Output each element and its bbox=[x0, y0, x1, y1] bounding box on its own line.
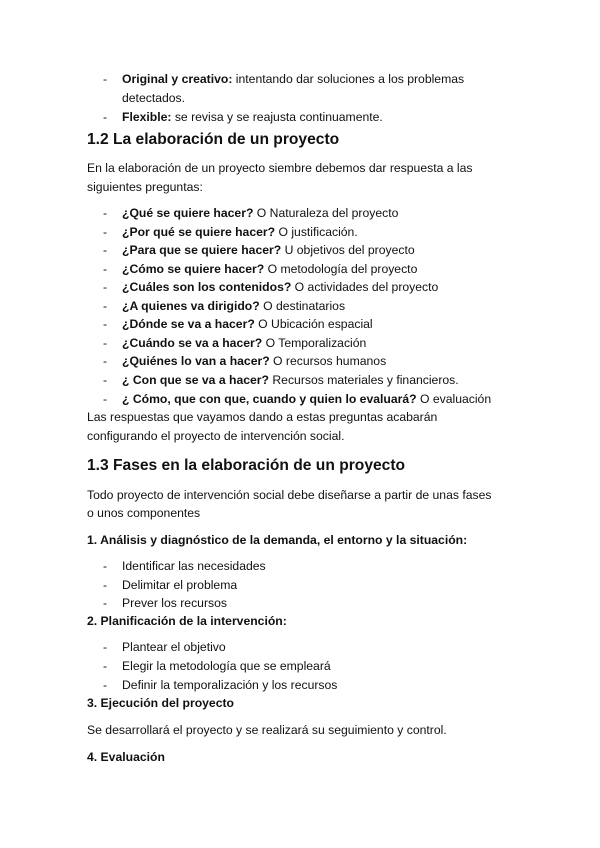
bullet-dash: - bbox=[103, 336, 108, 350]
section-heading: 1.3 Fases en la elaboración de un proyecto bbox=[87, 457, 406, 474]
phase-item-text: Identificar las necesidades bbox=[122, 559, 266, 573]
paragraph-line: En la elaboración de un proyecto siembre debemos dar respuesta a las bbox=[87, 161, 473, 175]
question-answer: O evaluación bbox=[416, 392, 492, 406]
phase-heading: 4. Evaluación bbox=[87, 750, 165, 764]
bullet-dash: - bbox=[103, 280, 108, 294]
bullet-dash: - bbox=[103, 640, 108, 654]
bullet-dash: - bbox=[103, 110, 108, 124]
question-answer: O actividades del proyecto bbox=[291, 280, 439, 294]
question-answer: U objetivos del proyecto bbox=[281, 243, 415, 257]
question-bold: ¿Cuándo se va a hacer? bbox=[122, 336, 263, 350]
bullet-dash: - bbox=[103, 262, 108, 276]
bullet-dash: - bbox=[103, 243, 108, 257]
question-bold: ¿Dónde se va a hacer? bbox=[122, 317, 255, 331]
bullet-dash: - bbox=[103, 678, 108, 692]
phase-item-text: Definir la temporalización y los recursos bbox=[122, 678, 338, 692]
phase-heading: 3. Ejecución del proyecto bbox=[87, 696, 234, 710]
question-bold: ¿Quiénes lo van a hacer? bbox=[122, 354, 270, 368]
question-bold: ¿Cómo se quiere hacer? bbox=[122, 262, 265, 276]
paragraph-line: configurando el proyecto de intervención social. bbox=[87, 429, 345, 443]
bullet-dash: - bbox=[103, 659, 108, 673]
bullet-dash: - bbox=[103, 559, 108, 573]
question-answer: O destinatarios bbox=[259, 299, 346, 313]
list-item-text: intentando dar soluciones a los problemas bbox=[232, 72, 465, 86]
paragraph-line: Las respuestas que vayamos dando a estas preguntas acabarán bbox=[87, 410, 438, 424]
phase-item-text: Prever los recursos bbox=[122, 596, 227, 610]
question-answer: O justificación. bbox=[275, 225, 358, 239]
bullet-dash: - bbox=[103, 299, 108, 313]
question-answer: O Ubicación espacial bbox=[254, 317, 373, 331]
phase-item-text: Delimitar el problema bbox=[122, 578, 238, 592]
question-bold: ¿ Con que se va a hacer? bbox=[122, 373, 269, 387]
paragraph-line: siguientes preguntas: bbox=[87, 180, 203, 194]
question-bold: ¿Qué se quiere hacer? bbox=[122, 206, 254, 220]
question-answer: O Naturaleza del proyecto bbox=[253, 206, 399, 220]
bullet-dash: - bbox=[103, 578, 108, 592]
bullet-dash: - bbox=[103, 225, 108, 239]
bullet-dash: - bbox=[103, 354, 108, 368]
section-heading: 1.2 La elaboración de un proyecto bbox=[87, 131, 340, 148]
list-item-bold: Flexible: bbox=[122, 110, 172, 124]
bullet-dash: - bbox=[103, 392, 108, 406]
phase-heading: 1. Análisis y diagnóstico de la demanda, el entorno y la situación: bbox=[87, 533, 468, 547]
bullet-dash: - bbox=[103, 596, 108, 610]
list-item-text: se revisa y se reajusta continuamente. bbox=[171, 110, 383, 124]
paragraph-line: Todo proyecto de intervención social debe diseñarse a partir de unas fases bbox=[87, 488, 492, 502]
question-answer: O metodología del proyecto bbox=[264, 262, 418, 276]
question-answer: O recursos humanos bbox=[269, 354, 387, 368]
paragraph-line: o unos componentes bbox=[87, 506, 201, 520]
question-bold: ¿Por qué se quiere hacer? bbox=[122, 225, 276, 239]
bullet-dash: - bbox=[103, 72, 108, 86]
bullet-dash: - bbox=[103, 317, 108, 331]
phase-item-text: Plantear el objetivo bbox=[122, 640, 226, 654]
question-bold: ¿A quienes va dirigido? bbox=[122, 299, 260, 313]
paragraph-line: Se desarrollará el proyecto y se realizará su seguimiento y control. bbox=[87, 723, 447, 737]
list-item-text: detectados. bbox=[122, 91, 186, 105]
question-answer: O Temporalización bbox=[262, 336, 367, 350]
question-bold: ¿Para que se quiere hacer? bbox=[122, 243, 282, 257]
question-bold: ¿Cuáles son los contenidos? bbox=[122, 280, 292, 294]
question-bold: ¿ Cómo, que con que, cuando y quien lo evaluará? bbox=[122, 392, 417, 406]
bullet-dash: - bbox=[103, 206, 108, 220]
phase-item-text: Elegir la metodología que se empleará bbox=[122, 659, 331, 673]
question-answer: Recursos materiales y financieros. bbox=[268, 373, 459, 387]
list-item-bold: Original y creativo: bbox=[122, 72, 233, 86]
phase-heading: 2. Planificación de la intervención: bbox=[87, 614, 287, 628]
bullet-dash: - bbox=[103, 373, 108, 387]
